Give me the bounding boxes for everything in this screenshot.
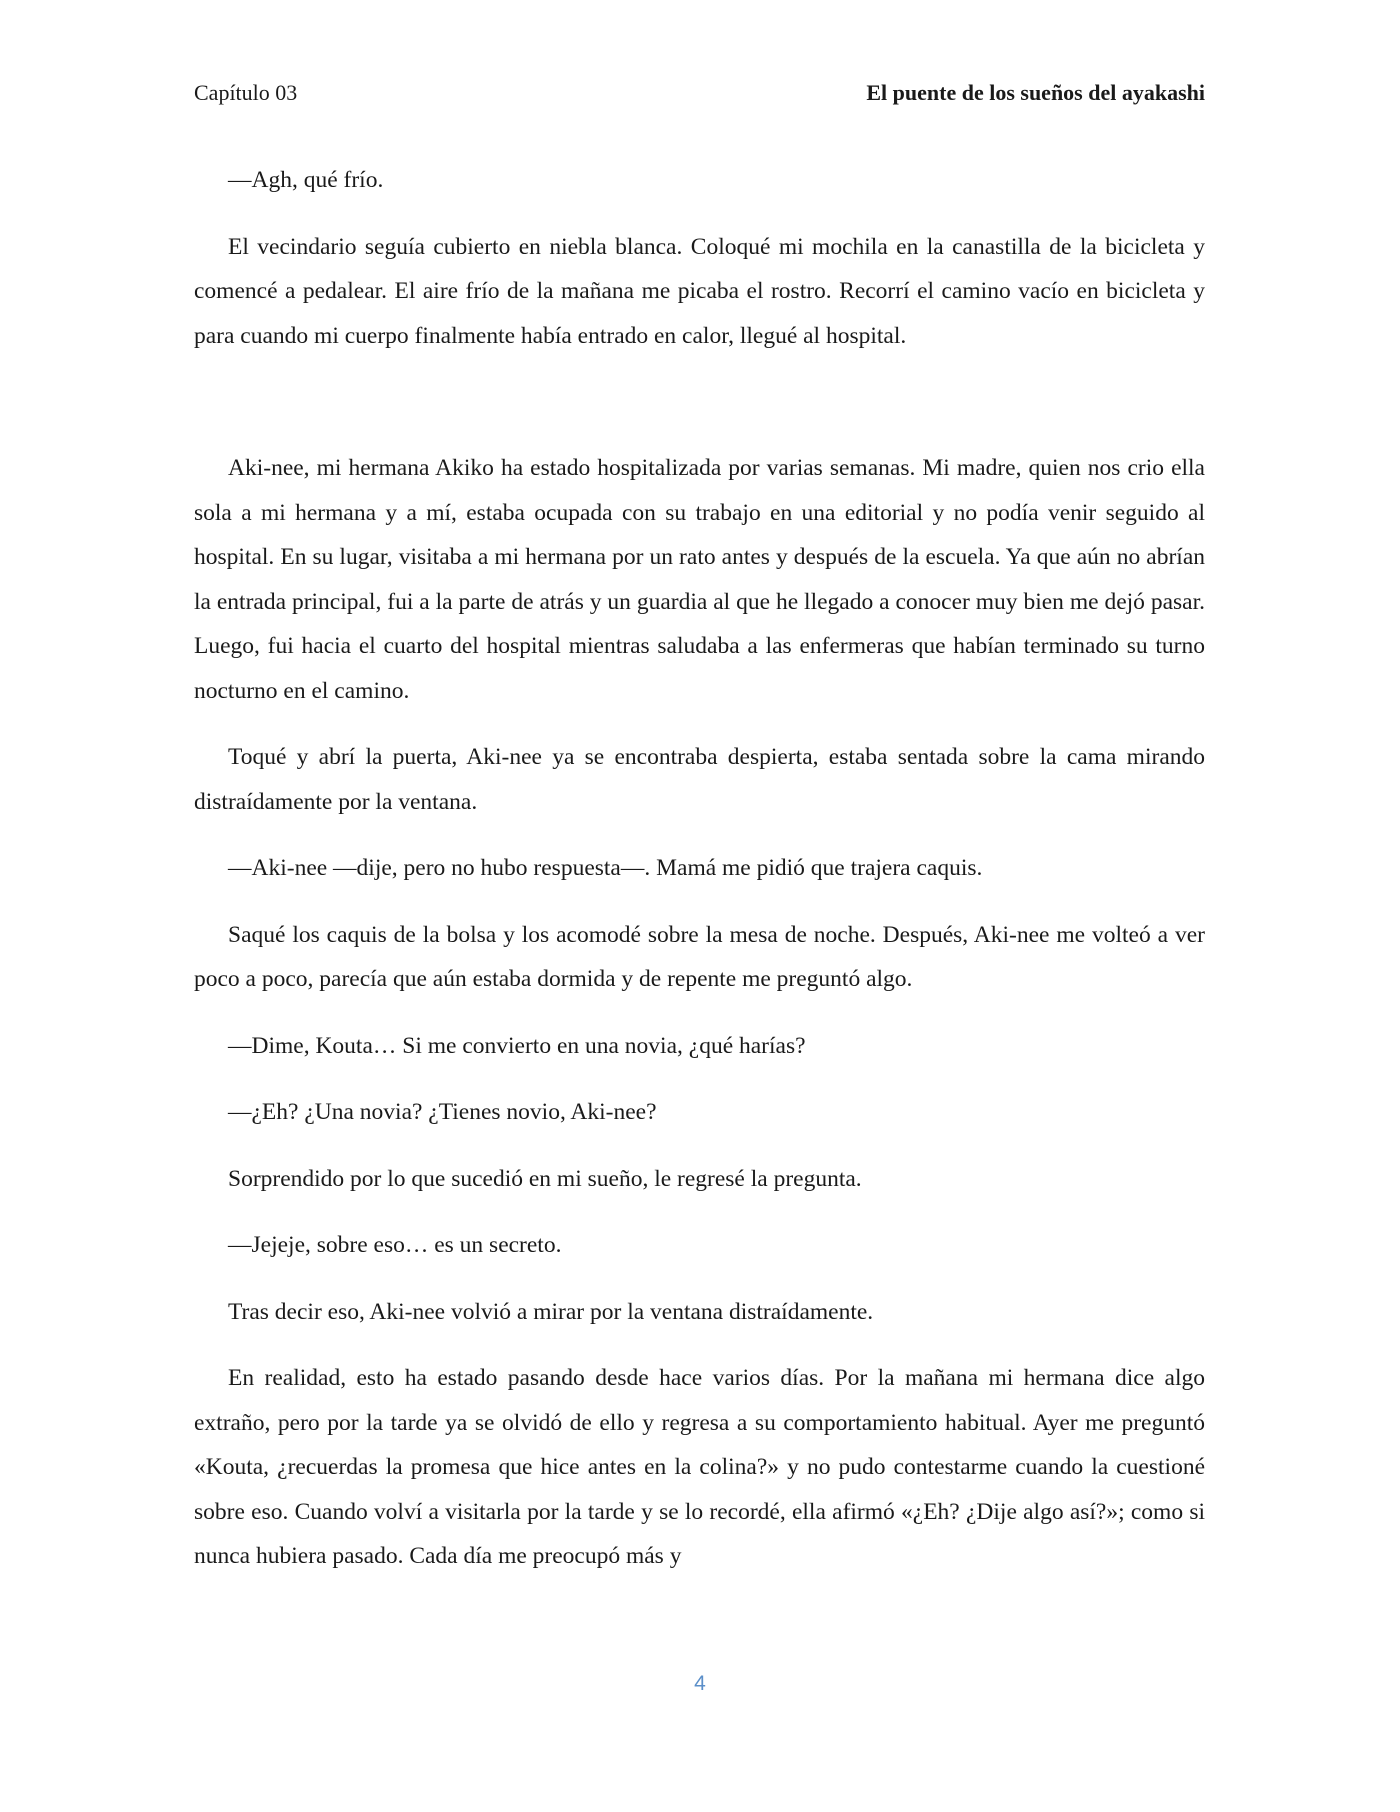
paragraph: En realidad, esto ha estado pasando desde hace varios días. Por la mañana mi hermana dice algo extraño, pero por la tarde ya se olvidó de ello y regresa a su comportamiento habitual. Ayer me preguntó «Kouta, ¿recuerdas la promesa que hice antes en la colina?» y no pudo contestarme cuando la cuestioné sobre eso. Cuando volví a visitarla por la tarde y se lo recordé, ella afirmó «¿Eh? ¿Dije algo así?»; como si nunca hubiera pasado. Cada día me preocupó más y xyxy=(194,1365,1205,1569)
paragraph: Saqué los caquis de la bolsa y los acomodé sobre la mesa de noche. Después, Aki-nee me volteó a ver poco a poco, parecía que aún estaba dormida y de repente me preguntó algo. xyxy=(194,921,1205,992)
book-title: El puente de los sueños del ayakashi xyxy=(866,80,1205,105)
paragraph: —Agh, qué frío. xyxy=(228,167,384,193)
chapter-label: Capítulo 03 xyxy=(194,80,298,105)
page-number: 4 xyxy=(694,1672,706,1695)
paragraph: —Aki-nee —dije, pero no hubo respuesta—. Mamá me pidió que trajera caquis. xyxy=(228,855,983,881)
body-text xyxy=(194,158,1205,1601)
paragraph: Toqué y abrí la puerta, Aki-nee ya se encontraba despierta, estaba sentada sobre la cama mirando distraídamente por la ventana. xyxy=(194,744,1205,815)
paragraph: —Jejeje, sobre eso… es un secreto. xyxy=(228,1232,562,1258)
paragraph: Aki-nee, mi hermana Akiko ha estado hospitalizada por varias semanas. Mi madre, quien nos crio ella sola a mi hermana y a mí, estaba ocupada con su trabajo en una editorial y no podía venir seguido al hospital. En su lugar, visitaba a mi hermana por un rato antes y después de la escuela. Ya que aún no abrían la entrada principal, fui a la parte de atrás y un guardia al que he llegado a conocer muy bien me dejó pasar. Luego, fui hacia el cuarto del hospital mientras saludaba a las enfermeras que habían terminado su turno nocturno en el camino. xyxy=(194,455,1205,704)
running-header xyxy=(194,80,1205,106)
paragraph: Sorprendido por lo que sucedió en mi sueño, le regresé la pregunta. xyxy=(228,1165,862,1192)
paragraph: Tras decir eso, Aki-nee volvió a mirar por la ventana distraídamente. xyxy=(228,1298,874,1325)
paragraph: —Dime, Kouta… Si me convierto en una novia, ¿qué harías? xyxy=(228,1032,806,1059)
paragraph: —¿Eh? ¿Una novia? ¿Tienes novio, Aki-nee? xyxy=(228,1099,657,1125)
paragraph: El vecindario seguía cubierto en niebla blanca. Coloqué mi mochila en la canastilla de la bicicleta y comencé a pedalear. El aire frío de la mañana me picaba el rostro. Recorrí el camino vacío en bicicleta y para cuando mi cuerpo finalmente había entrado en calor, llegué al hospital. xyxy=(194,233,1205,349)
